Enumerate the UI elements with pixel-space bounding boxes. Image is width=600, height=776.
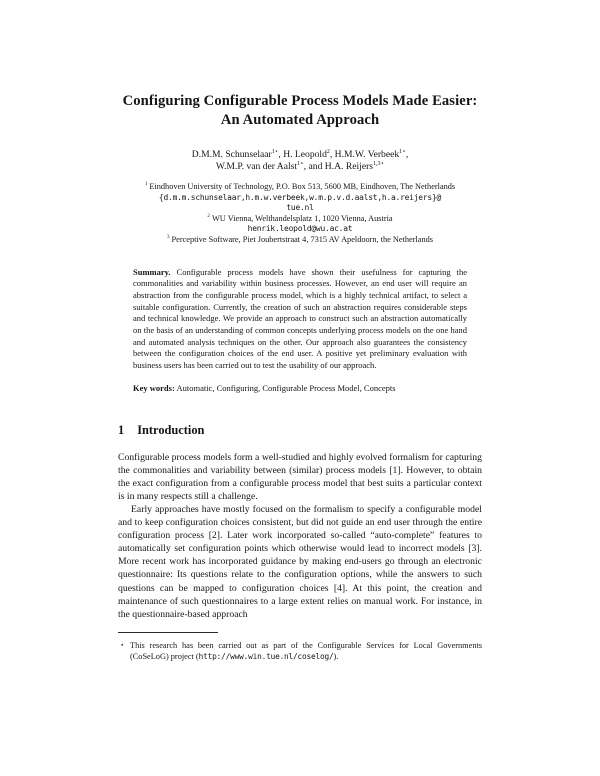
affiliation-marker: 1 — [144, 181, 148, 188]
affiliation-block — [118, 182, 482, 246]
affiliation-text: Perceptive Software, Piet Joubertstraat 4, 7315 AV Apeldoorn, the Netherlands — [171, 234, 433, 244]
section-number: 1 — [118, 422, 125, 437]
author-affil-marker: 1⋆ — [271, 148, 279, 155]
author-name: W.M.P. van der Aalst — [215, 161, 298, 172]
abstract-label: Summary. — [133, 266, 171, 277]
footnote-marker: ⋆ — [120, 640, 125, 649]
author-affil-marker: 1,3⋆ — [373, 160, 385, 167]
abstract-text: Configurable process models have shown their usefulness for capturing the commonalities and variability within business processes. However, an end user will require an abstraction from the configurable process model, which is a highly technical artifact, to select a suitable configuration. Currently, the creation of such an abstraction requires considerable steps and technical knowledge. We provide an approach to construct such an abstraction automatically on the basis of an understanding of common concepts underlying process models on the one hand and automated analysis techniques on the other. Our approach also guarantees the consistency between the configuration choices of the end user. A positive yet preliminary evaluation with business users has been carried out to test the usability of our approach. — [133, 266, 467, 371]
author-line-2 — [118, 161, 482, 173]
affiliation-marker: 2 — [207, 213, 210, 220]
footnote — [118, 641, 482, 662]
section-1-heading — [118, 423, 482, 438]
affiliation-text: Eindhoven University of Technology, P.O. Box 513, 5600 MB, Eindhoven, The Netherlands — [149, 182, 456, 191]
affiliation-1-email: {d.m.m.schunselaar,h.m.w.verbeek,w.m.p.v.d.aalst,h.a.reijers}@ — [158, 192, 442, 202]
author-affil-marker: 2 — [326, 148, 330, 155]
affiliation-3 — [118, 235, 482, 246]
affiliation-2-email: henrik.leopold@wu.ac.at — [247, 224, 353, 234]
author-affil-marker: 1⋆ — [297, 160, 304, 167]
author-line-1 — [118, 149, 482, 161]
affiliation-1-email-domain: tue.nl — [286, 203, 314, 213]
author-name: D.M.M. Schunselaar — [191, 149, 272, 160]
section-title: Introduction — [137, 422, 205, 437]
paper-content — [118, 92, 482, 662]
author-name: , H.M.W. Verbeek — [329, 149, 400, 160]
affiliation-2 — [118, 214, 482, 225]
intro-paragraph-2: Early approaches have mostly focused on the formalism to specify a configurable model and to keep configuration choices consistent, but did not guide an end user through the entire configuration process [2]. Later work incorporated so-called “auto-complete” features to automatically set configuration points which otherwise would lead to incorrect models [3]. More recent work has incorporated guidance by making end-users go through an electronic questionnaire: Its questions relate to the configuration options, while the answers to such questions can be mapped to configuration choices [4]. At this point, the creation and maintenance of such questionnaires to a large extent relies on manual work. For instance, in the questionnaire-based approach — [118, 503, 482, 620]
footnote-url: http://www.win.tue.nl/coselog/ — [198, 651, 334, 661]
keywords-label: Key words: — [133, 382, 175, 393]
author-affil-marker: 1⋆ — [399, 148, 406, 155]
affiliation-1 — [118, 182, 482, 193]
author-name: , H. Leopold — [278, 149, 327, 160]
author-separator: , — [405, 149, 409, 160]
abstract — [133, 267, 467, 372]
paper-title — [118, 92, 482, 130]
footnote-text-after: ). — [333, 651, 339, 661]
paper-title-line1: Configuring Configurable Process Models Made Easier: — [122, 93, 478, 109]
author-list — [118, 149, 482, 173]
intro-paragraph-1: Configurable process models form a well-studied and highly evolved formalism for capturing the commonalities and variability between (similar) process models [1]. However, to obtain the exact configuration from a configurable process model that best suits a particular context is in many respects still a challenge. — [118, 451, 482, 502]
footnote-text: This research has been carried out as part of the Configurable Services for Local Governments (CoSeLoG) project ( — [130, 640, 482, 661]
keywords-text: Automatic, Configuring, Configurable Process Model, Concepts — [176, 382, 396, 393]
keywords — [133, 383, 467, 395]
author-name: , and H.A. Reijers — [303, 161, 374, 172]
affiliation-text: WU Vienna, Welthandelsplatz 1, 1020 Vienna, Austria — [211, 213, 393, 223]
footnote-divider — [118, 632, 218, 633]
paper-title-line2: An Automated Approach — [220, 112, 380, 128]
affiliation-marker: 3 — [166, 234, 170, 241]
